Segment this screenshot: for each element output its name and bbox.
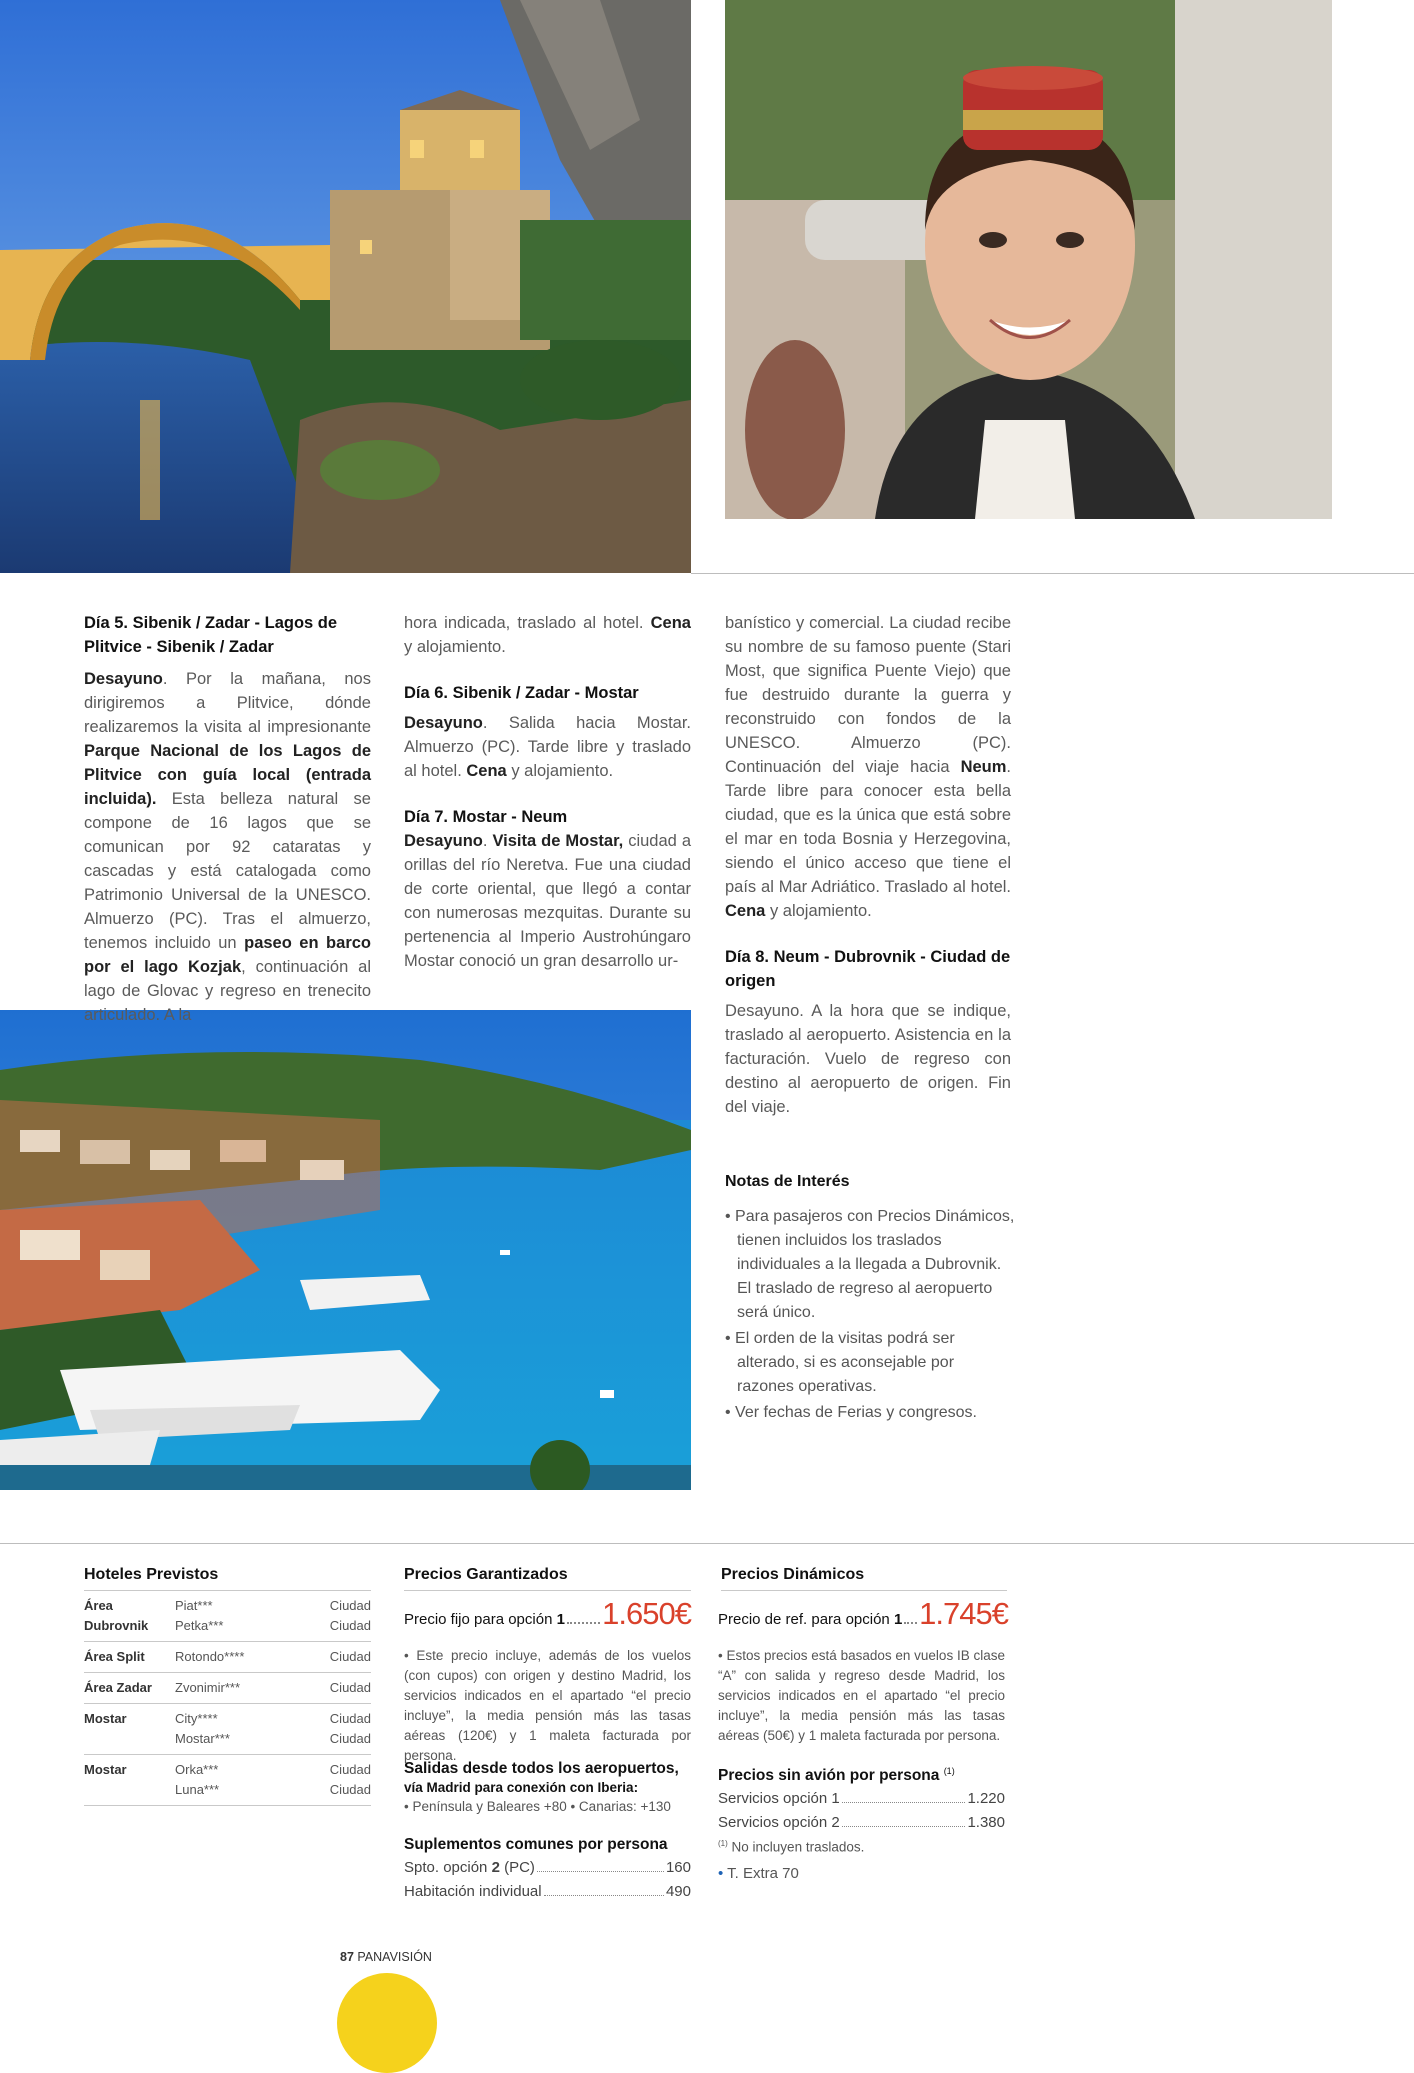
yellow-sun-badge bbox=[337, 1973, 437, 2073]
price-label: Precio fijo para opción 1 bbox=[404, 1611, 565, 1628]
day5-continuation: hora indicada, traslado al hotel. Cena y alojamiento. bbox=[404, 614, 691, 656]
sin-avion-block: Precios sin avión por persona $^{(1)}$ Servicios opción 1 1.220 Servicios opción 2 1.380 $^{(1)}$ No incluyen traslados. • T. Extra 70 bbox=[718, 1766, 1005, 1882]
top-rule bbox=[691, 573, 1414, 574]
day5-title: Día 5. Sibenik / Zadar - Lagos de Plitvice - Sibenik / Zadar bbox=[84, 614, 338, 656]
notas-title: Notas de Interés bbox=[725, 1173, 850, 1190]
hoteles-table bbox=[84, 1590, 371, 1806]
day7-text: Desayuno. Visita de Mostar, ciudad a orillas del río Neretva. Fue una ciudad de corte oriental, que llegó a contar con numerosas mezquitas. Durante su pertenencia al Imperio Austrohúngaro Mostar conoció un gran desarrollo ur- bbox=[404, 832, 692, 970]
table-row: Área Split Rotondo**** Ciudad bbox=[84, 1641, 371, 1672]
day6-title: Día 6. Sibenik / Zadar - Mostar bbox=[404, 684, 639, 702]
suplemento-row: Spto. opción 2 (PC) 160 bbox=[404, 1859, 691, 1876]
sin-avion-row: Servicios opción 1 1.220 bbox=[718, 1790, 1005, 1808]
mostar-bridge-photo bbox=[0, 0, 691, 573]
page-footer bbox=[340, 1950, 432, 1964]
sin-avion-row: Servicios opción 2 1.380 bbox=[718, 1814, 1005, 1832]
notas-item: • El orden de la visitas podrá ser alterado, si es aconsejable por razones operativas. bbox=[725, 1330, 955, 1395]
brand-name: PANAVISIÓN bbox=[357, 1950, 432, 1964]
salidas-text: • Península y Baleares +80 • Canarias: +130 bbox=[404, 1799, 671, 1814]
table-row: Mostar City**** Mostar*** Ciudad Ciudad bbox=[84, 1703, 371, 1754]
day5-text: Desayuno. Por la mañana, nos dirigiremos a Plitvice, dónde realizaremos la visita al impresionante Parque Nacional de los Lagos de Plitvice con guía local (entrada incluida). Esta belleza natural se compone de 16 lagos que se comunican por 92 cataratas y cascadas y está catalogada como Patrimonio Universal de la UNESCO. Almuerzo (PC). Tras el almuerzo, tenemos incluido un paseo en barco por el lago Kozjak, continuación al lago de Glovac y regreso en trenecito articulado. A la bbox=[84, 670, 371, 1024]
garantizados-title: Precios Garantizados bbox=[404, 1566, 568, 1583]
salidas-subtitle: vía Madrid para conexión con Iberia: bbox=[404, 1780, 639, 1795]
dinamicos-price: 1.745€ bbox=[919, 1596, 1008, 1631]
itinerary-column-2 bbox=[404, 611, 691, 973]
notas-item: • Para pasajeros con Precios Dinámicos, tienen incluidos los traslados individuales a la llegada a Dubrovnik. El traslado de regreso al aeropuerto será único. bbox=[725, 1208, 1015, 1321]
sin-avion-title: Precios sin avión por persona bbox=[718, 1767, 940, 1785]
table-row: Área Zadar Zvonimir*** Ciudad bbox=[84, 1672, 371, 1703]
hoteles-title: Hoteles Previstos bbox=[84, 1566, 219, 1583]
salidas-title: Salidas desde todos los aeropuertos, bbox=[404, 1760, 679, 1777]
dinamicos-title-rule bbox=[721, 1590, 1007, 1591]
garantizados-title-rule bbox=[404, 1590, 691, 1591]
croatian-girl-photo bbox=[725, 0, 1332, 519]
extra-line: • T. Extra 70 bbox=[718, 1864, 799, 1882]
itinerary-column-1 bbox=[84, 611, 371, 1027]
suplementos-block bbox=[404, 1834, 691, 1904]
price-label: Precio de ref. para opción 1 bbox=[718, 1611, 903, 1628]
dinamicos-price-row bbox=[718, 1596, 1008, 1632]
notas-list bbox=[725, 1205, 1015, 1427]
dinamicos-note: • Estos precios está basados en vuelos IB clase “A” con salida y regreso desde Madrid, los servicios indicados en el apartado “el precio incluye”, la media pensión más las tasas aéreas (50€) y 1 maleta facturada por persona. bbox=[718, 1648, 1005, 1743]
suplementos-title: Suplementos comunes por persona bbox=[404, 1836, 668, 1853]
sin-avion-footnote: $^{(1)}$ No incluyen traslados. bbox=[718, 1839, 865, 1855]
suplemento-row: Habitación individual 490 bbox=[404, 1883, 691, 1900]
day7-continuation: banístico y comercial. La ciudad recibe su nombre de su famoso puente (Stari Most, que significa Puente Viejo) que fue destruido durante la guerra y reconstruido con fondos de la UNESCO. Almuerzo (PC). Continuación del viaje hacia Neum. Tarde libre para conocer esta bella ciudad, que es la única que está sobre el mar en toda Bosnia y Herzegovina, siendo el único acceso que tiene el país al Mar Adriático. Traslado al hotel. Cena y alojamiento. bbox=[725, 614, 1011, 920]
garantizados-note: • Este precio incluye, además de los vuelos (con cupos) con origen y destino Madrid, los servicios indicados en el apartado “el precio incluye”, la media pensión más las tasas aéreas (120€) y 1 maleta facturada por persona. bbox=[404, 1648, 691, 1763]
day6-text: Desayuno. Salida hacia Mostar. Almuerzo (PC). Tarde libre y traslado al hotel. Cena y alojamiento. bbox=[404, 714, 691, 780]
garantizados-price: 1.650€ bbox=[602, 1596, 691, 1631]
page-number: 87 bbox=[340, 1950, 354, 1964]
bullet-dot-icon: • bbox=[718, 1864, 724, 1882]
itinerary-column-3 bbox=[725, 611, 1011, 1119]
salidas-block bbox=[404, 1760, 691, 1816]
garantizados-price-row bbox=[404, 1596, 691, 1632]
notas-item: • Ver fechas de Ferias y congresos. bbox=[725, 1404, 977, 1421]
table-row: Área Dubrovnik Piat*** Petka*** Ciudad Ciudad bbox=[84, 1590, 371, 1641]
dinamicos-title: Precios Dinámicos bbox=[721, 1566, 865, 1583]
day8-text: Desayuno. A la hora que se indique, traslado al aeropuerto. Asistencia en la facturación. Vuelo de regreso con destino al aeropuerto de origen. Fin del viaje. bbox=[725, 1002, 1011, 1116]
bottom-section-rule bbox=[0, 1543, 1414, 1544]
day7-title: Día 7. Mostar - Neum bbox=[404, 808, 568, 826]
day8-title: Día 8. Neum - Dubrovnik - Ciudad de origen bbox=[725, 948, 1011, 990]
hvar-harbour-photo bbox=[0, 1010, 691, 1490]
table-row: Mostar Orka*** Luna*** Ciudad Ciudad bbox=[84, 1754, 371, 1806]
